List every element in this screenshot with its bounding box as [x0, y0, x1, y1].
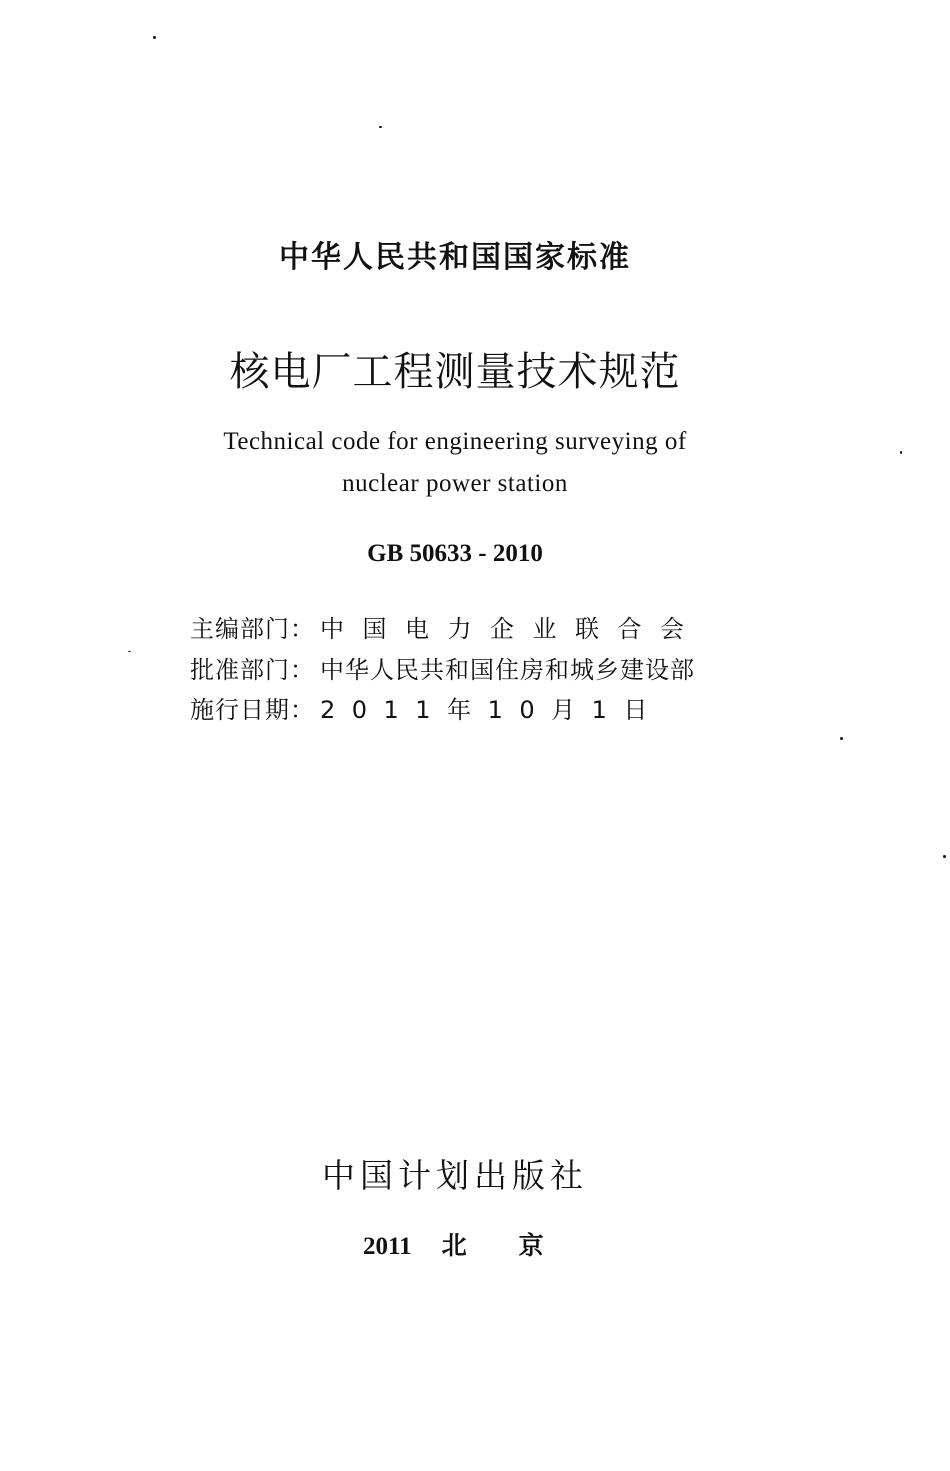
series-label: 中华人民共和国国家标准: [279, 240, 631, 275]
approver-row: [190, 649, 695, 685]
approver-label: 批准部门：: [190, 655, 315, 684]
scan-speck: [379, 126, 382, 128]
approver-value: 中华人民共和国住房和城乡建设部: [320, 655, 695, 684]
effective-date-label: 施行日期：: [190, 695, 315, 724]
publication-year: 2011: [363, 1233, 412, 1260]
editor-label: 主编部门：: [190, 614, 315, 643]
scan-speck: [153, 36, 156, 39]
title-chinese: 核电厂工程测量技术规范: [229, 349, 681, 395]
scan-speck: [943, 855, 946, 858]
standard-code: GB 50633 - 2010: [367, 540, 543, 567]
effective-date-row: [190, 689, 664, 725]
editor-value: 中国电力企业联合会: [320, 614, 703, 643]
scan-speck: [840, 737, 843, 740]
publisher-name: 中国计划出版社: [322, 1156, 588, 1195]
title-english-line1: Technical code for engineering surveying of: [223, 428, 687, 455]
editor-row: [190, 608, 703, 644]
effective-date-value: 2011年10月1日: [320, 695, 664, 724]
imprint: [363, 1226, 596, 1262]
scan-speck: [128, 651, 131, 652]
title-english-line2: nuclear power station: [342, 470, 568, 497]
publication-city: 北京: [441, 1231, 596, 1260]
